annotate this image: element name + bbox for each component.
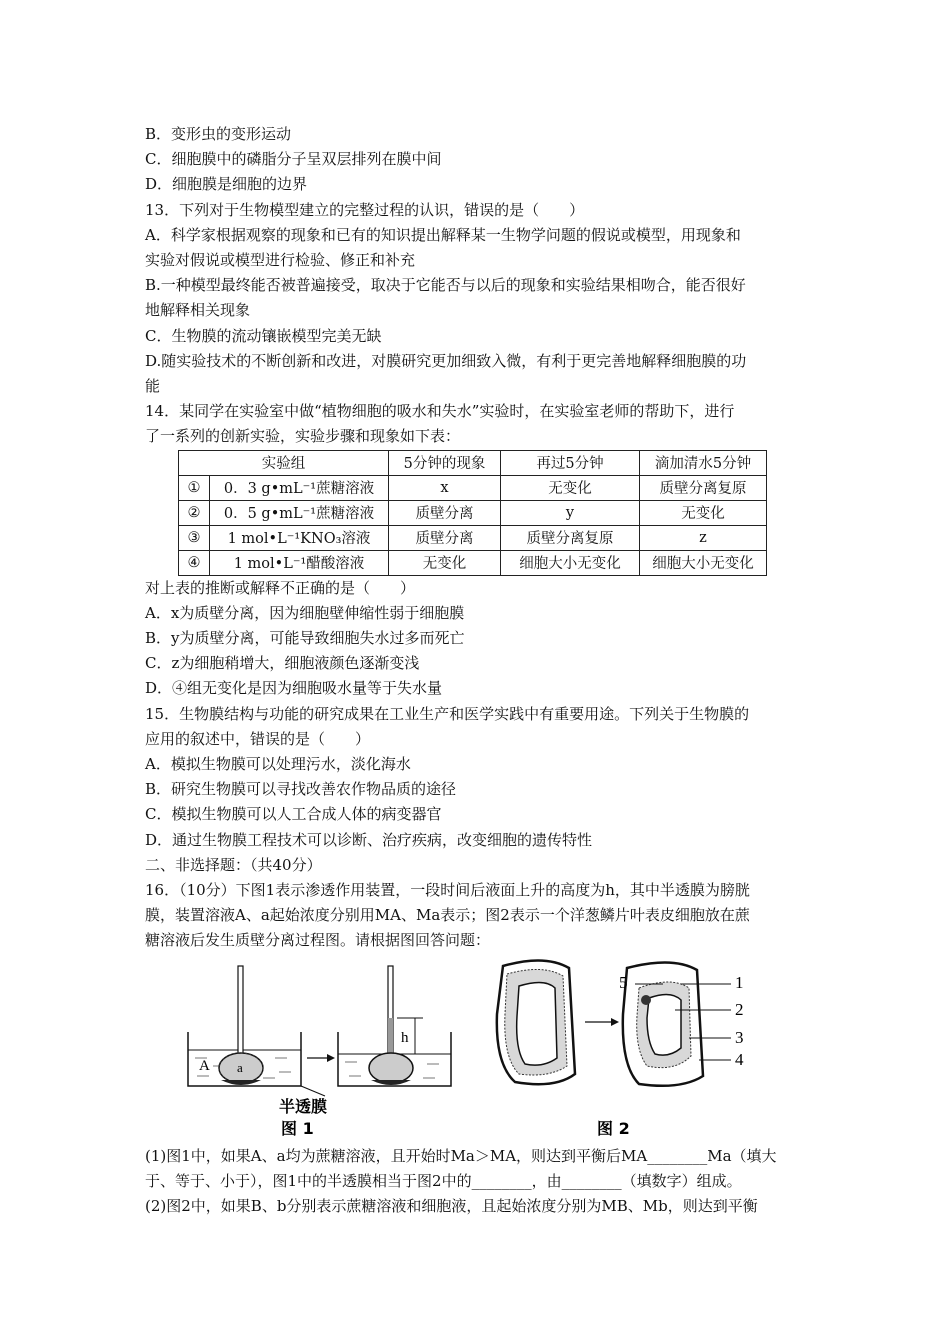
table-row: [179, 525, 767, 550]
text-line: (2)图2中，如果B、b分别表示蔗糖溶液和细胞液，且起始浓度分别为MB、Mb，则达到平衡: [145, 1197, 758, 1216]
table-cell: ①: [179, 475, 210, 500]
fig2-label-2: 2: [735, 999, 744, 1019]
text-line: 于、等于、小于），图1中的半透膜相当于图2中的________，由________（填数字）组成。: [145, 1171, 742, 1190]
table-cell: ④: [179, 550, 210, 575]
section-heading: 二、非选择题：（共40分）: [145, 855, 322, 874]
text-line: 地解释相关现象: [145, 301, 251, 320]
text-line: C．细胞膜中的磷脂分子呈双层排列在膜中间: [145, 150, 442, 169]
label-a: a: [237, 1059, 243, 1075]
table-cell: 细胞大小无变化: [640, 550, 767, 575]
fig1-caption: 图 1: [281, 1118, 314, 1138]
text-block-c: [145, 1144, 810, 1220]
table-header-row: [179, 450, 767, 475]
table-cell: y: [501, 500, 640, 525]
text-line: B．研究生物膜可以寻找改善农作物品质的途径: [145, 780, 457, 799]
text-line: C．生物膜的流动镶嵌模型完美无缺: [145, 326, 382, 345]
text-line: A．x为质壁分离，因为细胞壁伸缩性弱于细胞膜: [145, 603, 465, 622]
table-cell: ②: [179, 500, 210, 525]
table-cell: 1 mol•L⁻¹醋酸溶液: [210, 550, 389, 575]
text-line: 实验对假说或模型进行检验、修正和补充: [145, 251, 416, 270]
fig2-label-5: 5: [619, 972, 628, 992]
fig2-label-1: 1: [735, 972, 744, 992]
text-line: D．④组无变化是因为细胞吸水量等于失水量: [145, 679, 443, 698]
text-block-a: [145, 122, 810, 450]
table-header-cell: 实验组: [179, 450, 389, 475]
text-line: 了一系列的创新实验，实验步骤和现象如下表：: [145, 427, 461, 446]
table-cell: 无变化: [389, 550, 501, 575]
fig2-caption: 图 2: [597, 1118, 630, 1138]
text-line: A．模拟生物膜可以处理污水，淡化海水: [145, 755, 411, 774]
table-cell: 1 mol•L⁻¹KNO₃溶液: [210, 525, 389, 550]
text-line: A．科学家根据观察的现象和已有的知识提出解释某一生物学问题的假说或模型，用现象和: [145, 225, 741, 244]
table-cell: 无变化: [640, 500, 767, 525]
label-h: h: [401, 1029, 409, 1046]
table-row: [179, 475, 767, 500]
membrane-label: 半透膜: [279, 1096, 328, 1116]
experiment-table: [178, 450, 767, 576]
osmosis-apparatus-figure: [183, 958, 453, 1138]
text-line: 应用的叙述中，错误的是（ ）: [145, 729, 371, 748]
text-line: (1)图1中，如果A、a均为蔗糖溶液，且开始时Ma＞MA，则达到平衡后MA________Ma（填大: [145, 1146, 777, 1165]
fig2-label-3: 3: [735, 1027, 744, 1047]
text-line: 膜，装置溶液A、a起始浓度分别用MA、Ma表示；图2表示一个洋葱鳞片叶表皮细胞放在蔗: [145, 906, 750, 925]
text-line: C．z为细胞稍增大，细胞液颜色逐渐变浅: [145, 654, 420, 673]
table-cell: 无变化: [501, 475, 640, 500]
table-cell: 质壁分离复原: [640, 475, 767, 500]
text-line: B．y为质壁分离，可能导致细胞失水过多而死亡: [145, 629, 465, 648]
text-line: D.随实验技术的不断创新和改进，对膜研究更加细致入微，有利于更完善地解释细胞膜的功: [145, 351, 747, 370]
text-line: C．模拟生物膜可以人工合成人体的病变器官: [145, 805, 442, 824]
table-cell: 0．3 g•mL⁻¹蔗糖溶液: [210, 475, 389, 500]
text-line: B．变形虫的变形运动: [145, 125, 292, 143]
table-cell: 细胞大小无变化: [501, 550, 640, 575]
table-cell: ③: [179, 525, 210, 550]
question-13-stem: 13．下列对于生物模型建立的完整过程的认识，错误的是（ ）: [145, 200, 585, 219]
table-cell: 质壁分离复原: [501, 525, 640, 550]
table-cell: z: [640, 525, 767, 550]
text-line: D．通过生物膜工程技术可以诊断、治疗疾病，改变细胞的遗传特性: [145, 830, 593, 849]
figures: [145, 954, 810, 1144]
plasmolysis-figure: [485, 954, 775, 1144]
table-cell: 0．5 g•mL⁻¹蔗糖溶液: [210, 500, 389, 525]
text-line: 对上表的推断或解释不正确的是（ ）: [145, 578, 416, 597]
table-cell: 质壁分离: [389, 500, 501, 525]
text-line: D．细胞膜是细胞的边界: [145, 175, 308, 194]
table-header-cell: 5分钟的现象: [389, 450, 501, 475]
table-row: [179, 500, 767, 525]
question-14-stem: 14．某同学在实验室中做“植物细胞的吸水和失水”实验时，在实验室老师的帮助下，进行: [145, 402, 735, 421]
question-16-stem: 16．（10分）下图1表示渗透作用装置，一段时间后液面上升的高度为h，其中半透膜为膀胱: [145, 881, 750, 900]
text-block-b: [145, 576, 810, 954]
text-line: 糖溶液后发生质壁分离过程图。请根据图回答问题：: [145, 931, 491, 950]
text-line: B.一种模型最终能否被普遍接受，取决于它能否与以后的现象和实验结果相吻合，能否很好: [145, 276, 746, 295]
table-cell: 质壁分离: [389, 525, 501, 550]
table-header-cell: 滴加清水5分钟: [640, 450, 767, 475]
table-row: [179, 550, 767, 575]
table-header-cell: 再过5分钟: [501, 450, 640, 475]
question-15-stem: 15．生物膜结构与功能的研究成果在工业生产和医学实践中有重要用途。下列关于生物膜的: [145, 704, 750, 723]
text-line: 能: [145, 377, 161, 396]
fig2-label-4: 4: [735, 1049, 744, 1069]
exam-page: [145, 122, 810, 1219]
table-cell: x: [389, 475, 501, 500]
label-A: A: [199, 1057, 210, 1074]
